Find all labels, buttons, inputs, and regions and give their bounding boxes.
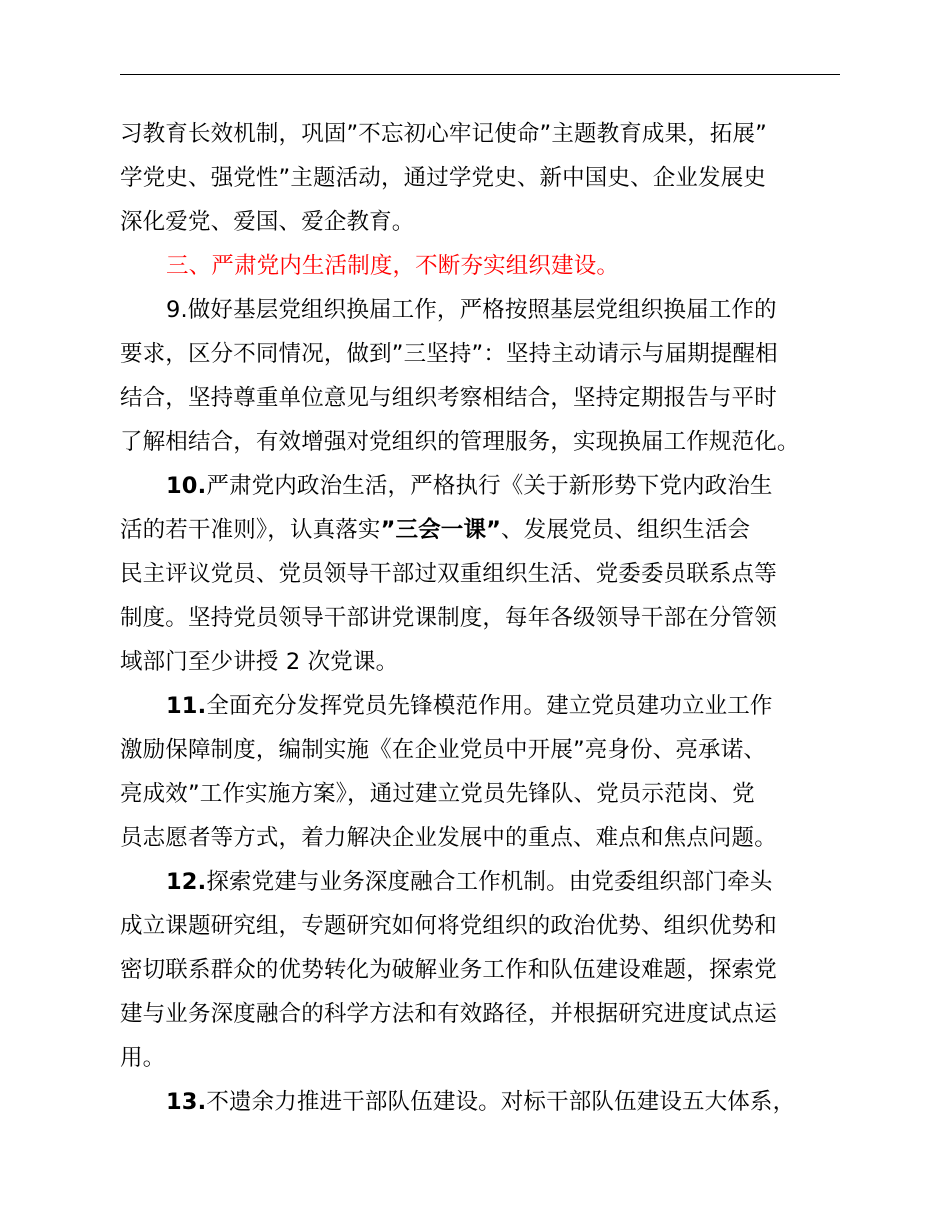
text-segment: 、发展党员、组织生活会 (501, 517, 751, 543)
header-rule (120, 74, 840, 75)
paragraph-11-first-line (120, 684, 860, 728)
text-line: 要求，区分不同情况，做到”三坚持”：坚持主动请示与届期提醒相 (120, 341, 778, 367)
text-segment: 不遗余力推进干部队伍建设。对标干部队伍建设五大体系， (206, 1089, 796, 1115)
paragraph-13-first-line (120, 1080, 860, 1124)
text-line: 成立课题研究组，专题研究如何将党组织的政治优势、组织优势和 (120, 913, 777, 939)
text-line: 习教育长效机制，巩固”不忘初心牢记使命”主题教育成果，拓展” (120, 121, 767, 147)
text-line: 密切联系群众的优势转化为破解业务工作和队伍建设难题，探索党 (120, 957, 777, 983)
emphasis-segment: ”三会一课” (380, 517, 502, 543)
item-number: 10. (166, 473, 207, 499)
text-line: 建与业务深度融合的科学方法和有效路径，并根据研究进度试点运 (120, 1001, 777, 1027)
text-segment: 严肃党内政治生活，严格执行《关于新形势下党内政治生 (206, 473, 773, 499)
paragraph-9-first-line: 9.做好基层党组织换届工作，严格按照基层党组织换届工作的 (166, 297, 777, 323)
text-line: 用。 (120, 1045, 166, 1071)
text-segment: 活的若干准则》，认真落实 (120, 517, 381, 543)
section-heading: 三、严肃党内生活制度，不断夯实组织建设。 (166, 253, 620, 279)
paragraph-12-first-line (120, 860, 860, 904)
text-line: 深化爱党、爱国、爱企教育。 (120, 209, 415, 235)
item-number: 11. (166, 693, 207, 719)
document-body (120, 112, 860, 1124)
text-line: 民主评议党员、党员领导干部过双重组织生活、党委委员联系点等 (120, 561, 777, 587)
text-line: 激励保障制度，编制实施《在企业党员中开展”亮身份、亮承诺、 (120, 737, 767, 763)
text-line: 域部门至少讲授 2 次党课。 (120, 649, 399, 675)
text-segment: 全面充分发挥党员先锋模范作用。建立党员建功立业工作 (206, 693, 773, 719)
item-number: 12. (166, 869, 207, 895)
text-line (120, 508, 860, 552)
text-line: 制度。坚持党员领导干部讲党课制度，每年各级领导干部在分管领 (120, 605, 777, 631)
item-number: 13. (166, 1089, 207, 1115)
paragraph-10-first-line (120, 464, 860, 508)
text-line: 结合，坚持尊重单位意见与组织考察相结合，坚持定期报告与平时 (120, 385, 777, 411)
text-segment: 探索党建与业务深度融合工作机制。由党委组织部门牵头 (206, 869, 773, 895)
text-line: 了解相结合，有效增强对党组织的管理服务，实现换届工作规范化。 (120, 429, 800, 455)
text-line: 亮成效”工作实施方案》，通过建立党员先锋队、党员示范岗、党 (120, 781, 755, 807)
text-line: 学党史、强党性”主题活动，通过学党史、新中国史、企业发展史 (120, 165, 767, 191)
text-line: 员志愿者等方式，着力解决企业发展中的重点、难点和焦点问题。 (120, 825, 777, 851)
